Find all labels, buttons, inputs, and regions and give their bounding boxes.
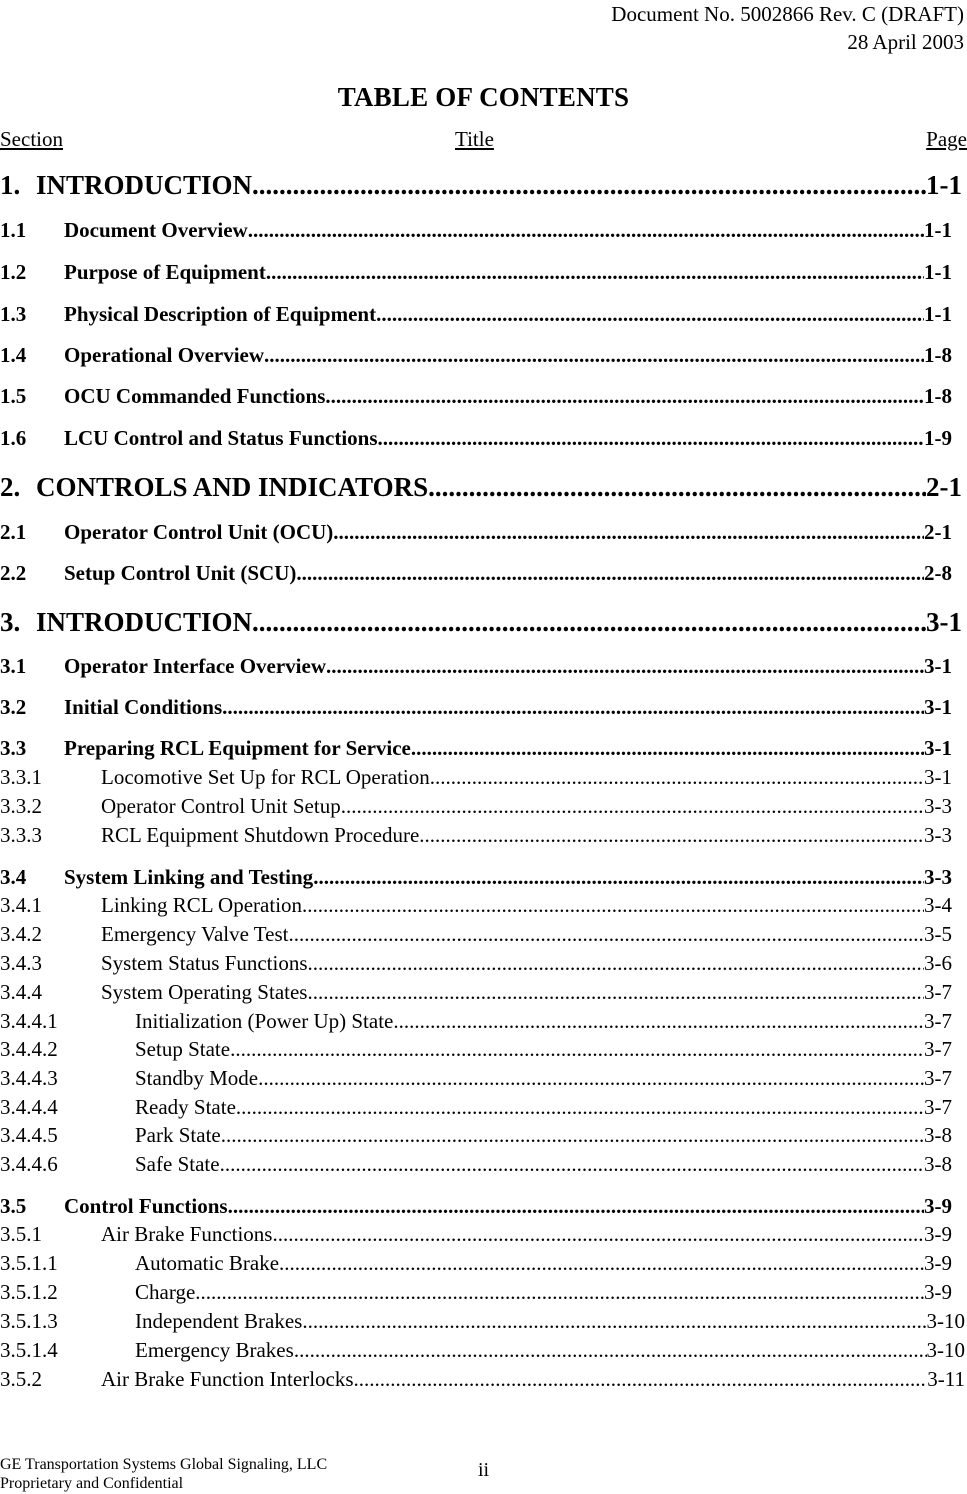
toc-entry-leader xyxy=(302,1308,926,1334)
toc-entry-number: 3.1 xyxy=(0,654,27,678)
toc-entry-title: LCU Control and Status Functions xyxy=(64,426,378,450)
toc-entry-number: 3.4 xyxy=(0,865,27,889)
toc-entry-leader xyxy=(296,559,924,587)
toc-entry xyxy=(0,1065,967,1091)
toc-entry-leader xyxy=(221,1122,924,1148)
toc-entry xyxy=(0,652,967,680)
toc-entry-number: 3.3.2 xyxy=(0,794,42,818)
toc-entry xyxy=(0,382,967,410)
toc-entry-page: 3-6 xyxy=(924,951,952,975)
toc-entry-number: 1.3 xyxy=(0,302,27,326)
toc-entry xyxy=(0,979,967,1005)
footer-company-name: GE Transportation Systems Global Signaling, LLC xyxy=(0,1456,328,1473)
toc-entry-page: 3-10 xyxy=(926,1309,965,1333)
toc-entry-page: 1-8 xyxy=(924,384,952,408)
toc-entry-page: 3-1 xyxy=(924,736,952,760)
toc-entry xyxy=(0,1366,967,1392)
toc-entry xyxy=(0,470,967,504)
toc-entry-leader xyxy=(222,693,924,721)
toc-entry-leader xyxy=(428,470,926,504)
toc-entry-leader xyxy=(230,1036,924,1062)
toc-entry xyxy=(0,518,967,546)
toc-entry-title: Physical Description of Equipment xyxy=(64,302,377,326)
toc-entry-number: 3.5 xyxy=(0,1194,27,1218)
toc-entry-page: 3-1 xyxy=(924,695,952,719)
toc-entry xyxy=(0,424,967,452)
toc-entry-page: 3-4 xyxy=(924,893,952,917)
toc-entry-number: 3.3.3 xyxy=(0,823,42,847)
toc-entry xyxy=(0,216,967,244)
toc-entry-leader xyxy=(252,168,926,202)
toc-entry-title: Operator Control Unit (OCU) xyxy=(64,520,334,544)
toc-entry-number: 3.4.4.1 xyxy=(0,1009,58,1033)
column-header-page: Page xyxy=(926,127,967,151)
toc-entry-title: Operational Overview xyxy=(64,343,265,367)
toc-entry-leader xyxy=(248,216,924,244)
page-title: TABLE OF CONTENTS xyxy=(337,82,630,112)
toc-entry-title: Ready State xyxy=(135,1095,236,1119)
toc-entry-title: INTRODUCTION xyxy=(36,607,253,637)
toc-entry-leader xyxy=(266,258,924,286)
toc-entry-leader xyxy=(236,1094,924,1120)
toc-entry-title: Linking RCL Operation xyxy=(101,893,303,917)
toc-entry xyxy=(0,1094,967,1120)
toc-entry xyxy=(0,1221,967,1247)
toc-entry-page: 3-9 xyxy=(924,1280,952,1304)
toc-entry xyxy=(0,764,967,790)
toc-entry-page: 1-1 xyxy=(924,302,952,326)
toc-entry xyxy=(0,1279,967,1305)
toc-entry-page: 3-5 xyxy=(924,922,952,946)
toc-entry-title: Operator Control Unit Setup xyxy=(101,794,341,818)
toc-entry-number: 3.4.4.2 xyxy=(0,1037,58,1061)
toc-entry-number: 2.2 xyxy=(0,561,27,585)
toc-entry-page: 2-8 xyxy=(924,561,952,585)
toc-entry-leader xyxy=(220,1151,924,1177)
column-header-title: Title xyxy=(455,127,494,151)
toc-entry-title: Purpose of Equipment xyxy=(64,260,266,284)
toc-entry-number: 1.2 xyxy=(0,260,27,284)
toc-entry-page: 1-1 xyxy=(924,260,952,284)
toc-entry xyxy=(0,559,967,587)
toc-entry-title: Automatic Brake xyxy=(135,1251,280,1275)
toc-entry-number: 3.3 xyxy=(0,736,27,760)
toc-entry-page: 1-1 xyxy=(926,170,962,200)
toc-entry xyxy=(0,1008,967,1034)
toc-entry-page: 3-3 xyxy=(924,794,952,818)
toc-entry xyxy=(0,168,967,202)
toc-entry-number: 3.5.1.1 xyxy=(0,1251,58,1275)
toc-entry-title: Independent Brakes xyxy=(135,1309,303,1333)
toc-entry xyxy=(0,822,967,848)
toc-entry-title: Preparing RCL Equipment for Service xyxy=(64,736,411,760)
toc-entry-title: Air Brake Functions xyxy=(101,1222,273,1246)
toc-entry-leader xyxy=(228,1192,924,1220)
toc-entry-page: 1-1 xyxy=(924,218,952,242)
toc-entry-leader xyxy=(272,1221,924,1247)
toc-entry-number: 3.4.1 xyxy=(0,893,42,917)
toc-entry-page: 3-1 xyxy=(926,607,962,637)
toc-entry-page: 3-7 xyxy=(924,980,952,1004)
toc-entry-page: 3-7 xyxy=(924,1095,952,1119)
toc-entry xyxy=(0,734,967,762)
column-header-section: Section xyxy=(0,127,63,151)
toc-entry-number: 3.4.4 xyxy=(0,980,42,1004)
toc-entry-title: Charge xyxy=(135,1280,196,1304)
toc-entry-number: 3.5.2 xyxy=(0,1367,42,1391)
toc-entry xyxy=(0,892,967,918)
toc-entry xyxy=(0,605,967,639)
toc-entry-page: 3-9 xyxy=(924,1194,952,1218)
toc-entry-title: CONTROLS AND INDICATORS xyxy=(36,472,429,502)
toc-entry xyxy=(0,1250,967,1276)
toc-entry-page: 3-7 xyxy=(924,1037,952,1061)
toc-entry-title: Safe State xyxy=(135,1152,220,1176)
toc-entry-leader xyxy=(333,518,924,546)
toc-entry-leader xyxy=(302,892,924,918)
toc-entry-page: 2-1 xyxy=(926,472,962,502)
toc-entry-number: 3.2 xyxy=(0,695,27,719)
toc-entry-number: 1.1 xyxy=(0,218,27,242)
toc-entry-title: Document Overview xyxy=(64,218,248,242)
toc-entry-number: 3.4.4.3 xyxy=(0,1066,58,1090)
toc-entry-page: 1-9 xyxy=(924,426,952,450)
toc-entry-page: 3-10 xyxy=(926,1338,965,1362)
toc-entry xyxy=(0,1151,967,1177)
toc-entry-leader xyxy=(378,424,924,452)
toc-entry-title: INTRODUCTION xyxy=(36,170,253,200)
toc-entry xyxy=(0,300,967,328)
toc-entry xyxy=(0,950,967,976)
toc-entry-page: 3-7 xyxy=(924,1009,952,1033)
toc-entry-number: 3.5.1.2 xyxy=(0,1280,58,1304)
toc-entry-page: 3-1 xyxy=(924,765,952,789)
toc-entry-title: Control Functions xyxy=(64,1194,228,1218)
toc-entry-number: 3.5.1.3 xyxy=(0,1309,58,1333)
toc-entry xyxy=(0,341,967,369)
toc-entry-number: 3.5.1.4 xyxy=(0,1338,58,1362)
toc-entry-title: Air Brake Function Interlocks xyxy=(101,1367,354,1391)
toc-entry-title: Setup State xyxy=(135,1037,231,1061)
toc-entry-number: 2. xyxy=(0,472,21,502)
toc-entry-page: 3-3 xyxy=(924,823,952,847)
toc-entry xyxy=(0,1192,967,1220)
document-date: 28 April 2003 xyxy=(847,30,964,54)
toc-entry-leader xyxy=(294,1337,927,1363)
toc-entry-number: 3.4.4.6 xyxy=(0,1152,58,1176)
toc-entry-leader xyxy=(326,652,924,680)
toc-entry-number: 3. xyxy=(0,607,21,637)
toc-entry-leader xyxy=(279,1250,924,1276)
toc-entry-title: Initialization (Power Up) State xyxy=(135,1009,394,1033)
toc-entry xyxy=(0,1122,967,1148)
toc-entry xyxy=(0,1337,967,1363)
toc-entry xyxy=(0,1308,967,1334)
toc-entry-page: 3-3 xyxy=(924,865,952,889)
toc-entry-title: Emergency Valve Test xyxy=(101,922,289,946)
toc-entry-leader xyxy=(288,921,924,947)
toc-entry xyxy=(0,921,967,947)
toc-entry-page: 3-7 xyxy=(924,1066,952,1090)
toc-entry-title: Park State xyxy=(135,1123,221,1147)
toc-entry-title: RCL Equipment Shutdown Procedure xyxy=(101,823,420,847)
toc-entry-title: Emergency Brakes xyxy=(135,1338,294,1362)
toc-entry-page: 3-9 xyxy=(924,1251,952,1275)
footer-page-number: ii xyxy=(478,1459,490,1481)
toc-entry-page: 1-8 xyxy=(924,343,952,367)
toc-entry-number: 3.4.3 xyxy=(0,951,42,975)
toc-entry-page: 3-11 xyxy=(927,1367,965,1391)
toc-entry-page: 3-1 xyxy=(924,654,952,678)
toc-entry-number: 1.6 xyxy=(0,426,27,450)
toc-entry xyxy=(0,1036,967,1062)
toc-entry-title: OCU Commanded Functions xyxy=(64,384,326,408)
toc-entry-leader xyxy=(411,734,924,762)
toc-entry-title: System Linking and Testing xyxy=(64,865,314,889)
toc-entry xyxy=(0,258,967,286)
toc-entry-title: System Status Functions xyxy=(101,951,308,975)
toc-entry-number: 3.4.4.5 xyxy=(0,1123,58,1147)
toc-entry xyxy=(0,793,967,819)
toc-entry-title: Initial Conditions xyxy=(64,695,223,719)
toc-entry-leader xyxy=(376,300,924,328)
toc-entry-title: Locomotive Set Up for RCL Operation xyxy=(101,765,430,789)
toc-entry-number: 2.1 xyxy=(0,520,27,544)
toc-entry-title: System Operating States xyxy=(101,980,308,1004)
toc-entry-number: 3.4.2 xyxy=(0,922,42,946)
toc-entry-leader xyxy=(354,1366,928,1392)
toc-entry-title: Standby Mode xyxy=(135,1066,259,1090)
toc-entry-leader xyxy=(325,382,924,410)
document-number: Document No. 5002866 Rev. C (DRAFT) xyxy=(611,2,964,26)
toc-entry-number: 1. xyxy=(0,170,21,200)
toc-entry-leader xyxy=(313,863,924,891)
toc-entry-leader xyxy=(341,793,924,819)
toc-entry-leader xyxy=(393,1008,924,1034)
toc-entry-leader xyxy=(195,1279,924,1305)
toc-entry-leader xyxy=(307,979,924,1005)
toc-entry-page: 3-8 xyxy=(924,1152,952,1176)
toc-entry-number: 3.5.1 xyxy=(0,1222,42,1246)
toc-entry-leader xyxy=(258,1065,924,1091)
toc-entry-number: 3.3.1 xyxy=(0,765,42,789)
toc-entry-page: 3-9 xyxy=(924,1222,952,1246)
toc-entry-leader xyxy=(264,341,924,369)
toc-entry-leader xyxy=(419,822,924,848)
toc-entry-number: 3.4.4.4 xyxy=(0,1095,58,1119)
toc-entry xyxy=(0,693,967,721)
toc-entry-number: 1.4 xyxy=(0,343,27,367)
toc-entry-leader xyxy=(430,764,924,790)
toc-entry-page: 2-1 xyxy=(924,520,952,544)
toc-entry xyxy=(0,863,967,891)
toc-entry-title: Operator Interface Overview xyxy=(64,654,327,678)
footer-company xyxy=(0,1455,327,1493)
footer-confidential-notice: Proprietary and Confidential xyxy=(0,1475,184,1492)
toc-entry-title: Setup Control Unit (SCU) xyxy=(64,561,297,585)
toc-entry-page: 3-8 xyxy=(924,1123,952,1147)
toc-entry-leader xyxy=(308,950,924,976)
toc-entry-leader xyxy=(252,605,926,639)
toc-entry-number: 1.5 xyxy=(0,384,27,408)
